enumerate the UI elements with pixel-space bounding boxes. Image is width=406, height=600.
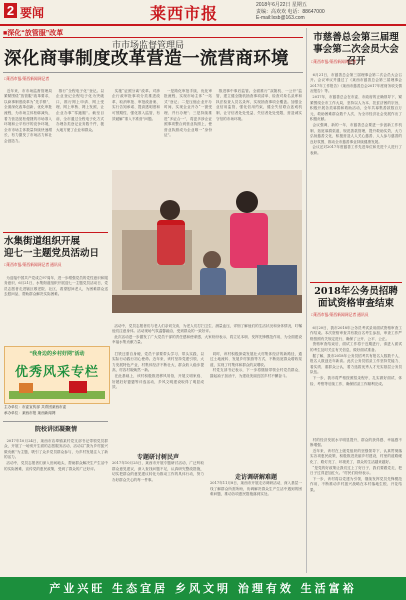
story2-body: [310, 320, 402, 430]
story2-byline: □莱西市报/莱西新闻网记者 通讯员: [311, 313, 369, 317]
email-line: E-mail:lxsb@163.com: [256, 15, 305, 21]
lead-paragraph: 推进事中事后监管。全面推行“双随机、一公开”监管，建立健全随机抽查事项清单、检查对象名录库和执法检查人员名录库，实现抽查事项全覆盖。加强企业信用监管，强化信用约束，健全失信联合惩戒机制，让守信者处处受益、失信者处处受限，营造诚实守信的市场环境。: [216, 88, 302, 121]
col2-headline: 专题研讨树民声: [136, 454, 179, 461]
lead-paragraph: 实施“证照分离”改革。对涉企行政审批事项分类推进改革，取消审批、审批改备案、实行告知承诺、提高透明度和可预期性、强化准入监管，有效破解“准入不准营”问题。: [112, 88, 160, 121]
col3-body: [210, 346, 302, 470]
story3-paragraph: 下一步，我市将严格按照招录程序，扎实做好面试、体检、考察等后续工作，确保招录工作顺利完成。: [310, 375, 402, 386]
col1-paragraph: 活动中，党员志愿者们深入田间地头，帮助群众解决生产生活中的实际困难，宣传党的惠民政策，受到了群众的广泛好评。: [4, 460, 108, 471]
lead-kicker: 市市场监督管理局: [112, 41, 185, 51]
right-bottom-paragraph: “是党的好政策让我们过上了好日子，我们要跟党走，把日子过得更加红火。”村民们纷纷表示。: [310, 465, 402, 476]
story1-paragraph: 会议强调，新的一年，市慈善总会要进一步创新工作机制，拓宽募捐渠道，规范善款管理，提升救助实效，大力弘扬慈善文化，积极营造人人关心慈善、人人参与慈善的良好氛围，推动全市慈善事业持续健康发展。: [310, 122, 402, 144]
story1-byline: □莱西市报/莱西新闻网记者: [311, 60, 357, 64]
feature-paragraph: 此次活动进一步激发了广大党员干部的责任感和使命感，大家纷纷表示，将立足本职、发挥先锋模范作用，为全面建设幸福水集贡献力量。: [112, 334, 302, 345]
masthead: 莱西市报: [150, 4, 219, 23]
feature-paragraph: 为迎接中国共产党成立97周年，进一步增强党员的党性意识和服务意识，6月21日，水集街道组织开展迎七一主题党员活动日，党员志愿者走进辖区敬老院、社区，看望慰问老人，为困难群众送去慰问品，帮助群众解决实际困难。: [4, 275, 108, 297]
lead-paragraph: 推行“全程电子化”登记。以企业登记全程电子化为突破口，推行网上申请、网上受理、网上审核、网上发照，让企业办事“零跑腿”。截至目前，全市通过全程电子化方式办理各类登记业务数千件，极大地方便了企业和群众。: [56, 88, 104, 132]
column-divider: [306, 28, 307, 573]
col2-paragraph: 打铁还需自身硬，党员干部要带头学习、带头实践，以实际行动践行初心使命。近年来，该村坚持党建引领，大力发展特色产业，村集体经济不断壮大，群众收入稳步提高，村容村貌焕然一新。: [112, 351, 204, 373]
lead-column: [216, 83, 302, 166]
col2-paragraph: 在此基础上，该村积极推进移风易俗，开展文明家庭、好媳妇好婆婆等评选活动，乡风文明建设取得了明显成效。: [112, 373, 204, 390]
editor-line: 责编：高欢欢 电话：88647000: [256, 8, 325, 15]
date-line: 2018年6月22日 星期五: [256, 2, 307, 8]
col1-headline: 院校讲团凝聚情: [34, 426, 77, 433]
lead-paragraph: 近年来，市市场监督管理局紧紧围绕“放管服”改革要求，以商事制度改革为“先手棋”，全面深化改革创新，优化审批流程，为市场主体松绑减负，着力营造宽松便捷的市场准入环境和公平有序的竞争环境，全市市场主体数量持续快速增长，有力激发了市场活力和社会创造力。: [4, 88, 52, 143]
story1-paragraph: 6月21日，市慈善总会第三届理事会第二次会员大会召开。会议审议并通过了《莱西市慈善总会第三届理事会2017年工作报告》《莱西市慈善总会2017年度财务收支情况报告》等。: [310, 72, 402, 94]
lead-byline: □莱西市报/莱西新闻网记者: [4, 77, 50, 81]
footer-slogan: 产业兴旺 生态宜居 乡风文明 治理有效 生活富裕: [0, 577, 406, 600]
lead-column: [164, 83, 212, 166]
lead-headline: 深化商事制度改革营造一流营商环境: [4, 49, 289, 69]
box-subtitle: 优秀风采专栏: [14, 365, 99, 380]
box-decoration: [9, 381, 105, 399]
story1-paragraph: 2017年，市慈善总会在市委、市政府的正确领导下，紧紧围绕全市工作大局，坚持以人为本、扶贫济困的宗旨，积极开展各类募捐和救助活动，全年共募集善款数百万元，救助困难群众数千人次，为全市经济社会发展作出了积极贡献。: [310, 94, 402, 122]
divider: [3, 421, 108, 422]
section-title: 要闻: [20, 6, 45, 20]
col2-more: 2017年10月25日，莱西市开展专题研讨活动，广泛听取群众意见建议，深入查找问题不足，认真研究整改措施，切实把群众的意见建议转化为推动工作的具体行动，努力办好群众关心的每一件事。: [112, 461, 204, 482]
col3-headline: 走访调研解难题: [234, 474, 277, 481]
feature-body: [4, 270, 108, 342]
right-bottom-paragraph: 近年来，该村在上级党组织的坚强领导下，认真贯彻落实各项惠民政策，积极推进美丽乡村建设，村里的道路硬化了、路灯亮了、环境美了，群众的生活越来越好。: [310, 448, 402, 464]
story2-paragraph: 6月20日，我市2018年公务员考试录用面试资格审查工作结束。本次资格审查共有数百名考生参加，审查工作严格按照有关规定进行，确保了公开、公平、公正。: [310, 325, 402, 341]
col3-more: 2017年11月8日，莱西市开展走访调研活动，深入基层一线了解群众所需所盼，协调解决群众生产生活中遇到的困难问题，推动各项惠民措施落到实处。: [210, 481, 302, 497]
story1-headline: 市慈善总会第三届理事会第二次会员大会召开: [313, 32, 399, 67]
box-title: “我身边的乡村好网”活动: [29, 351, 85, 357]
col1-body: [4, 433, 108, 573]
right-bottom-paragraph: 村的经济发展水平明显提升，群众的获得感、幸福感不断增强。: [310, 437, 402, 448]
feature-byline: □莱西市报/莱西新闻网记者 通讯员: [4, 263, 62, 267]
divider: [310, 282, 402, 283]
story1-paragraph: 会议还对2017年度慈善工作先进单位和先进个人进行了表彰。: [310, 145, 402, 155]
news-photo: [112, 170, 302, 313]
right-bottom-paragraph: 下一步，该村将以党建为引领，继续发挥党员先锋模范作用，不断推动乡村振兴战略在本村落地生根、开花结果。: [310, 476, 402, 492]
story2-headline: 2018年公务员招聘面试资格审查结束: [314, 286, 398, 309]
story2-paragraph: 资格审查结束后，面试工作将于近期进行，请进入面试的考生及时关注有关信息，做好面试准备。: [310, 342, 402, 352]
col3-paragraph: 同时，该村积极探索发展壮大村集体经济的新路径，通过土地流转、发展乡村旅游等方式，不断拓宽群众增收渠道，实现了村集体和群众的双增收。: [210, 351, 302, 367]
header-meta: [256, 2, 325, 22]
photo-illustration: [112, 170, 302, 313]
col2-body: [112, 346, 204, 450]
story3-paragraph: 据了解，我市2018年公务员招考共有报名人数数千人，报名人数创近年新高。此次公务员招录工作坚持凭能力、看实绩、重群众公认，着力选拔优秀人才充实基层公务员队伍。: [310, 353, 402, 375]
feature-headline: 水集街道组织开展 迎七一主题党员活动日: [4, 236, 100, 259]
feature-paragraph: 活动中，党员志愿者们与老人们亲切交谈，为老人们打扫卫生、测量血压，详细了解他们的生活状况和身体情况，叮嘱他们注意身体。活动现场气氛温馨融洽，受到群众的一致好评。: [112, 323, 302, 334]
story1-body: [310, 67, 402, 279]
feature-box: [4, 346, 110, 404]
col3-paragraph: 村党支部书记表示，下一步将继续带领全村党员群众，撸起袖子加油干，为建设美丽宜居乡村不懈奋斗。: [210, 368, 302, 378]
lead-column: [112, 83, 160, 166]
divider: [3, 72, 303, 73]
col1-paragraph: 2017年10月24日，莱西市店埠镇某村党支部书记带领党员群众，开展了一场别开生面的志愿服务活动，活动以“我为乡村振兴做贡献”为主题，吸引了众多党员群众参与，为乡村发展注入了新的活力。: [4, 438, 108, 460]
feature-body: [112, 318, 302, 345]
page-header: [0, 0, 406, 26]
lead-paragraph: 一是简化审批手续，优化审批流程，实现市场主体“一站式”登记；二是压缩企业开办时间，实现企业开办“一窗受理、并行办理”；三是持续推进“多证合一”，将更多涉企证照事项整合到营业执照上，使营业执照成为企业唯一“身份证”。: [164, 88, 212, 138]
right-bottom-body: [310, 432, 402, 572]
box-caption: 主办单位：市委宣传部 共青团莱西市委 承办单位：莱西市报 莱西新闻网: [4, 405, 67, 415]
topic-tag: ■深化“放管服”改革: [3, 30, 64, 37]
page-number: 2: [4, 3, 17, 18]
divider: [3, 232, 108, 233]
